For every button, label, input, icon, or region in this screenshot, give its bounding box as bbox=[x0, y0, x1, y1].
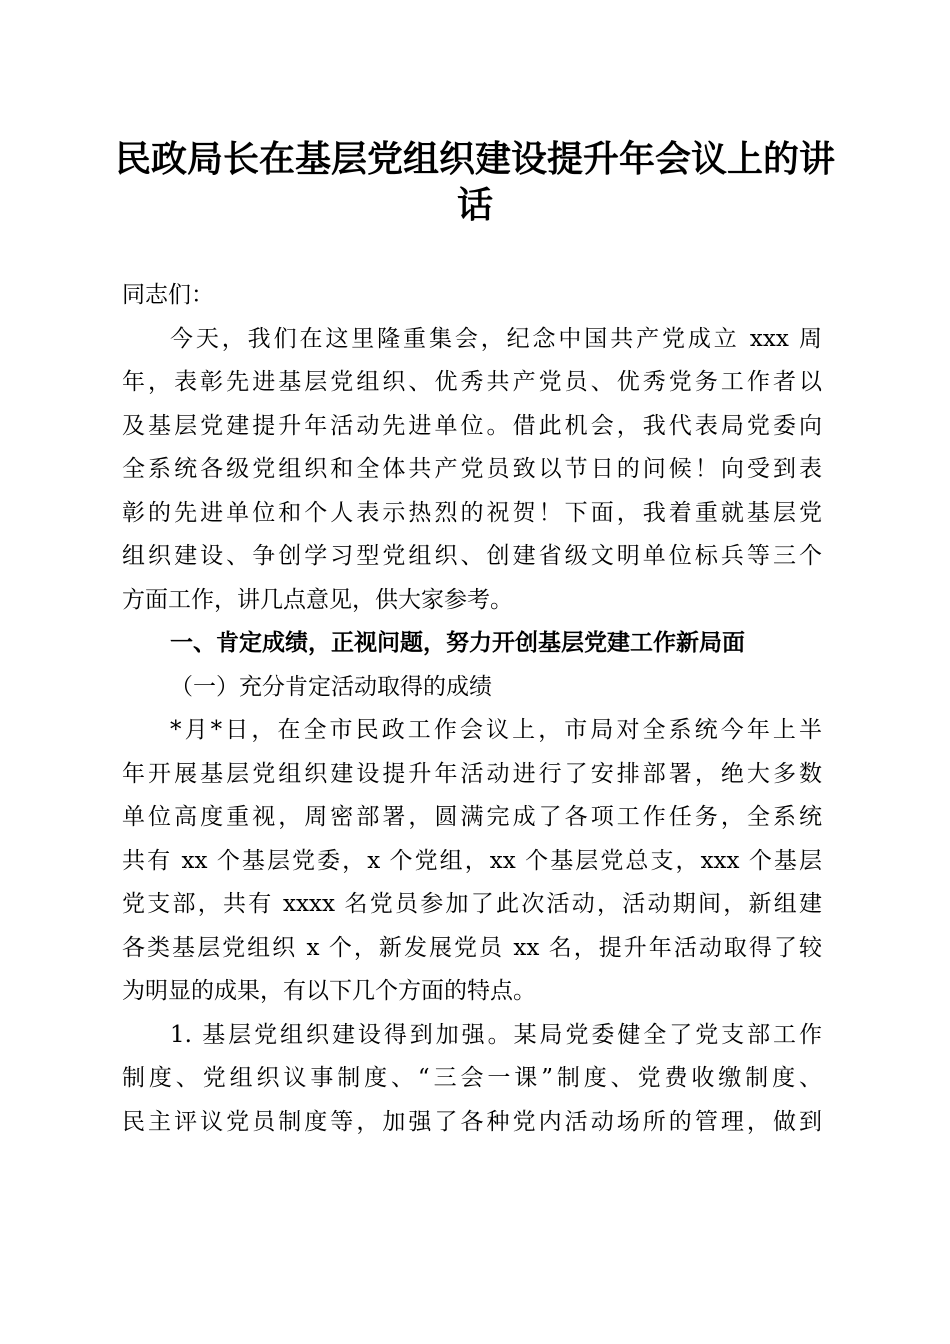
text-line: （一）充分肯定活动取得的成绩 bbox=[170, 673, 492, 700]
text-line: 为明显的成果，有以下几个方面的特点。 bbox=[122, 978, 536, 1004]
text-line: 一、肯定成绩，正视问题，努力开创基层党建工作新局面 bbox=[170, 630, 745, 656]
salutation: 同志们： bbox=[122, 282, 214, 308]
text-line: 年，表彰先进基层党组织、优秀共产党员、优秀党务工作者以 bbox=[122, 369, 822, 395]
subsection-heading bbox=[122, 666, 822, 710]
text-line: 党支部，共有 xxxx 名党员参加了此次活动，活动期间，新组建 bbox=[122, 891, 822, 917]
text-line: 方面工作，讲几点意见，供大家参考。 bbox=[122, 586, 513, 613]
text-line: 共有 xx 个基层党委，x 个党组，xx 个基层党总支，xxx 个基层 bbox=[122, 847, 822, 874]
text-line: 今天，我们在这里隆重集会，纪念中国共产党成立 xxx 周 bbox=[170, 325, 822, 352]
text-line: *月*日，在全市民政工作会议上，市局对全系统今年上半 bbox=[170, 717, 822, 743]
paragraph bbox=[122, 1014, 822, 1145]
text-line: 民主评议党员制度等，加强了各种党内活动场所的管理，做到 bbox=[122, 1108, 822, 1135]
text-line: 彰的先进单位和个人表示热烈的祝贺！下面，我着重就基层党 bbox=[122, 499, 822, 526]
text-line: 1. 基层党组织建设得到加强。某局党委健全了党支部工作 bbox=[170, 1021, 822, 1048]
text-line: 全系统各级党组织和全体共产党员致以节日的问候！向受到表 bbox=[122, 456, 822, 482]
title-line: 话 bbox=[456, 184, 493, 226]
section-heading bbox=[122, 622, 822, 666]
document-body bbox=[122, 274, 822, 1144]
title-line: 民政局长在基层党组织建设提升年会议上的讲 bbox=[114, 138, 835, 180]
text-line: 及基层党建提升年活动先进单位。借此机会，我代表局党委向 bbox=[122, 412, 822, 439]
text-line: 年开展基层党组织建设提升年活动进行了安排部署，绝大多数 bbox=[122, 760, 822, 787]
document-title bbox=[100, 136, 850, 228]
text-line: 各类基层党组织 x 个，新发展党员 xx 名，提升年活动取得了较 bbox=[122, 934, 822, 961]
text-line: 单位高度重视，周密部署，圆满完成了各项工作任务，全系统 bbox=[122, 804, 822, 830]
paragraph bbox=[122, 709, 822, 1014]
text-line: 组织建设、争创学习型党组织、创建省级文明单位标兵等三个 bbox=[122, 543, 822, 569]
paragraph bbox=[122, 318, 822, 623]
text-line: 制度、党组织议事制度、“三会一课”制度、党费收缴制度、 bbox=[122, 1065, 822, 1091]
